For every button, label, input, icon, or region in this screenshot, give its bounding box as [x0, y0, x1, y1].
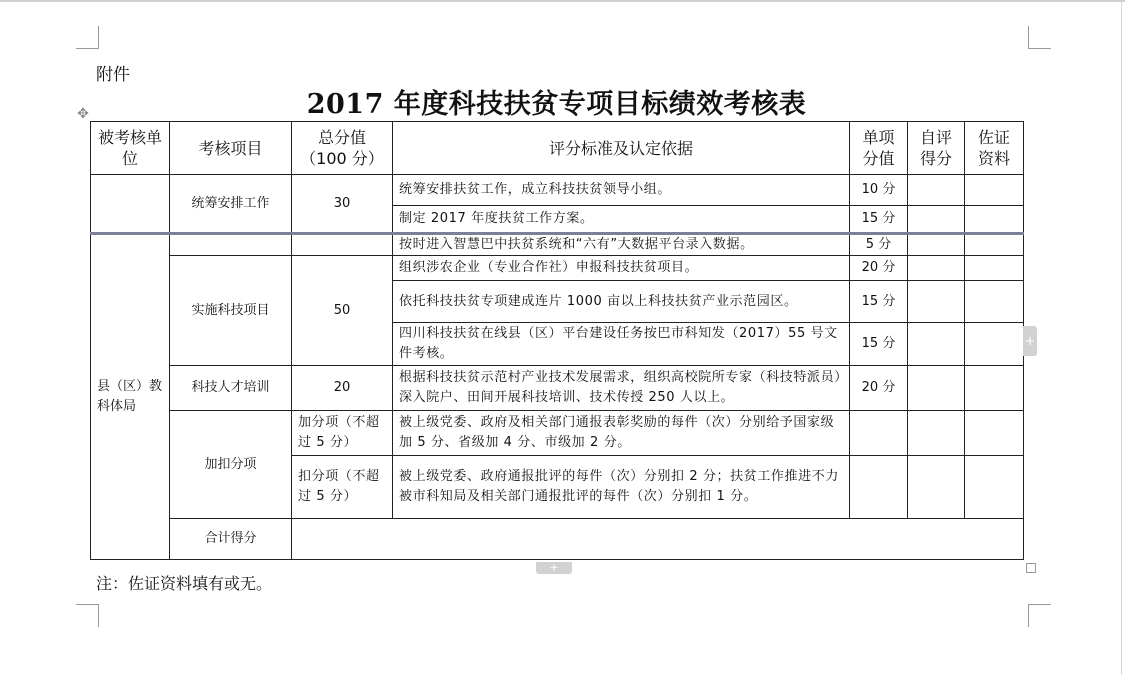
self-score-cell[interactable] — [908, 206, 965, 234]
header-evidence: 佐证资料 — [965, 122, 1024, 175]
table-resize-handle[interactable] — [1026, 563, 1036, 573]
criteria-cell: 依托科技扶贫专项建成连片 1000 亩以上科技扶贫产业示范园区。 — [393, 281, 850, 323]
criteria-cell: 被上级党委、政府及相关部门通报表彰奖励的每件（次）分别给予国家级加 5 分、省级加 4 分、市级加 2 分。 — [393, 411, 850, 456]
points-cell: 20 分 — [850, 256, 908, 281]
unit-name-cell: 县（区）教科体局 — [91, 234, 170, 560]
header-self: 自评得分 — [908, 122, 965, 175]
unit-cell-empty[interactable] — [91, 175, 170, 234]
self-score-cell[interactable] — [908, 256, 965, 281]
evidence-cell[interactable] — [965, 366, 1024, 411]
points-cell: 20 分 — [850, 366, 908, 411]
points-cell: 15 分 — [850, 206, 908, 234]
criteria-cell: 根据科技扶贫示范村产业技术发展需求，组织高校院所专家（科技特派员）深入院户、田间开展科技培训、技术传授 250 人以上。 — [393, 366, 850, 411]
header-single: 单项分值 — [850, 122, 908, 175]
margin-corner-bottom-left — [76, 604, 99, 627]
margin-corner-top-left — [76, 26, 99, 49]
criteria-cell: 制定 2017 年度扶贫工作方案。 — [393, 206, 850, 234]
header-unit: 被考核单 位 — [91, 122, 170, 175]
criteria-cell: 统筹安排扶贫工作，成立科技扶贫领导小组。 — [393, 175, 850, 206]
self-score-cell[interactable] — [908, 234, 965, 256]
criteria-cell: 组织涉农企业（专业合作社）申报科技扶贫项目。 — [393, 256, 850, 281]
group-統筹-name: 统筹安排工作 — [170, 175, 292, 234]
total-row — [91, 519, 1024, 560]
header-total: 总分值（100 分） — [292, 122, 393, 175]
group-training-name: 科技人才培训 — [170, 366, 292, 411]
page-right-edge — [1121, 0, 1122, 675]
evidence-cell[interactable] — [965, 234, 1024, 256]
margin-corner-bottom-right — [1028, 604, 1051, 627]
criteria-cell: 四川科技扶贫在线县（区）平台建设任务按巴市科知发（2017）55 号文件考核。 — [393, 323, 850, 366]
points-cell: 5 分 — [850, 234, 908, 256]
evidence-cell[interactable] — [965, 175, 1024, 206]
points-cell — [850, 456, 908, 519]
points-cell: 10 分 — [850, 175, 908, 206]
self-score-cell[interactable] — [908, 323, 965, 366]
attachment-label: 附件 — [96, 65, 130, 85]
assessment-table — [90, 121, 1024, 560]
group-continue-cell — [170, 234, 292, 256]
group-adjust-name: 加扣分项 — [170, 411, 292, 519]
self-score-cell[interactable] — [908, 281, 965, 323]
table-row — [91, 175, 1024, 206]
header-item: 考核项目 — [170, 122, 292, 175]
table-row — [91, 366, 1024, 411]
total-value-cell[interactable] — [292, 519, 1024, 560]
table-move-handle-icon[interactable]: ✥ — [77, 106, 89, 122]
points-cell: 15 分 — [850, 281, 908, 323]
evidence-cell[interactable] — [965, 456, 1024, 519]
group-統筹-score: 30 — [292, 175, 393, 234]
total-label: 合计得分 — [170, 519, 292, 560]
bonus-label: 加分项（不超过 5 分） — [292, 411, 393, 456]
points-cell — [850, 411, 908, 456]
group-training-score: 20 — [292, 366, 393, 411]
criteria-cell: 按时进入智慧巴中扶贫系统和“六有”大数据平台录入数据。 — [393, 234, 850, 256]
evidence-cell[interactable] — [965, 281, 1024, 323]
evidence-cell[interactable] — [965, 256, 1024, 281]
self-score-cell[interactable] — [908, 456, 965, 519]
evidence-cell[interactable] — [965, 411, 1024, 456]
criteria-cell: 被上级党委、政府通报批评的每件（次）分别扣 2 分；扶贫工作推进不力被市科知局及相关部门通报批评的每件（次）分别扣 1 分。 — [393, 456, 850, 519]
group-project-score: 50 — [292, 256, 393, 366]
score-continue-cell — [292, 234, 393, 256]
group-project-name: 实施科技项目 — [170, 256, 292, 366]
footnote: 注：佐证资料填有或无。 — [96, 574, 273, 593]
page-top-edge — [0, 0, 1125, 2]
self-score-cell[interactable] — [908, 411, 965, 456]
add-column-icon[interactable]: + — [1023, 326, 1037, 356]
self-score-cell[interactable] — [908, 175, 965, 206]
evidence-cell[interactable] — [965, 206, 1024, 234]
evidence-cell[interactable] — [965, 323, 1024, 366]
header-row — [91, 122, 1024, 175]
deduct-label: 扣分项（不超过 5 分） — [292, 456, 393, 519]
table-row — [91, 411, 1024, 456]
table-row — [91, 234, 1024, 256]
header-criteria: 评分标准及认定依据 — [393, 122, 850, 175]
add-row-icon[interactable]: + — [536, 562, 572, 574]
table-row — [91, 256, 1024, 281]
margin-corner-top-right — [1028, 26, 1051, 49]
points-cell: 15 分 — [850, 323, 908, 366]
document-title: 2017 年度科技扶贫专项目标绩效考核表 — [306, 89, 807, 120]
self-score-cell[interactable] — [908, 366, 965, 411]
